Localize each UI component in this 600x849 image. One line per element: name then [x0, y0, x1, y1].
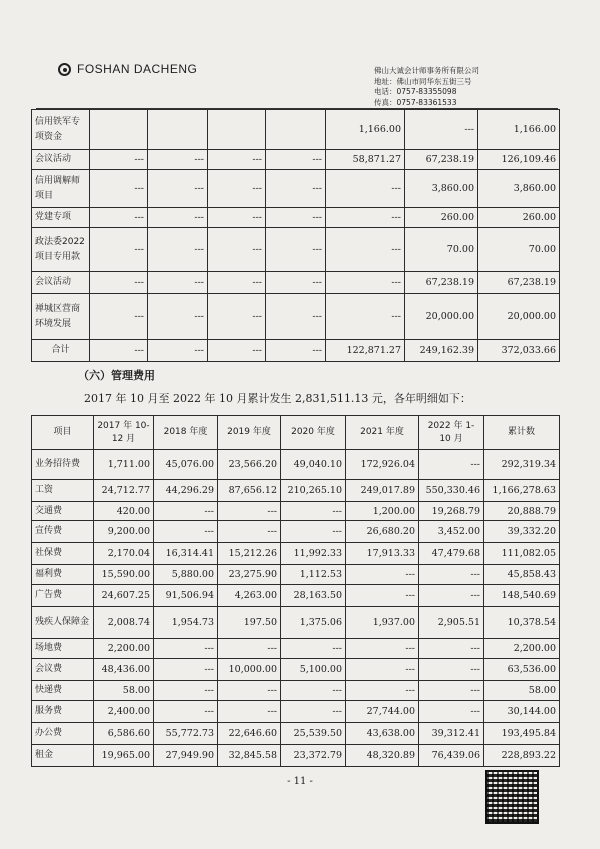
- cell: ---: [346, 565, 419, 585]
- cell: 148,540.69: [484, 585, 560, 607]
- cell: ---: [326, 294, 405, 340]
- cell: 260.00: [405, 208, 478, 228]
- cell: ---: [208, 150, 266, 170]
- cell: 111,082.05: [484, 543, 560, 565]
- row-label: 残疾人保障金: [32, 607, 94, 639]
- row-label: 交通费: [32, 502, 94, 521]
- column-header: 2021 年度: [346, 416, 419, 450]
- row-label: 宣传费: [32, 521, 94, 543]
- cell: 30,144.00: [484, 701, 560, 723]
- section-intro: 2017 年 10 月至 2022 年 10 月累计发生 2,831,511.13 元，各年明细如下：: [84, 392, 471, 405]
- cell: 249,017.89: [346, 480, 419, 502]
- cell: 193,495.84: [484, 723, 560, 745]
- cell: ---: [154, 639, 218, 659]
- cell: ---: [90, 208, 148, 228]
- column-header: 累计数: [484, 416, 560, 450]
- cell: ---: [281, 521, 346, 543]
- cell: ---: [154, 701, 218, 723]
- cell: 1,112.53: [281, 565, 346, 585]
- cell: ---: [148, 228, 208, 272]
- cell: ---: [208, 208, 266, 228]
- logo-text: FOSHAN DACHENG: [77, 62, 198, 76]
- cell: 55,772.73: [154, 723, 218, 745]
- cell: [266, 110, 326, 150]
- cell: 22,646.60: [218, 723, 281, 745]
- cell: ---: [218, 701, 281, 723]
- table-row: [32, 150, 560, 170]
- table-row: [32, 110, 560, 150]
- cell: 70.00: [405, 228, 478, 272]
- cell: ---: [218, 521, 281, 543]
- table-row: [32, 659, 560, 681]
- cell: ---: [419, 585, 484, 607]
- cell: ---: [266, 150, 326, 170]
- cell: ---: [154, 659, 218, 681]
- cell: ---: [266, 170, 326, 208]
- column-header: 2020 年度: [281, 416, 346, 450]
- cell: ---: [419, 450, 484, 480]
- cell: ---: [148, 294, 208, 340]
- cell: ---: [281, 681, 346, 701]
- cell: 1,937.00: [346, 607, 419, 639]
- firm-name: 佛山大诚会计师事务所有限公司: [374, 66, 479, 75]
- row-label: 会议活动: [32, 150, 90, 170]
- table-row: [32, 502, 560, 521]
- cell: 2,170.04: [94, 543, 154, 565]
- cell: 58.00: [94, 681, 154, 701]
- cell: 4,263.00: [218, 585, 281, 607]
- cell: 372,033.66: [478, 340, 560, 362]
- cell: 11,992.33: [281, 543, 346, 565]
- cell: 172,926.04: [346, 450, 419, 480]
- table-row: [32, 450, 560, 480]
- table-row: [32, 272, 560, 294]
- cell: ---: [419, 565, 484, 585]
- cell: 550,330.46: [419, 480, 484, 502]
- cell: 420.00: [94, 502, 154, 521]
- cell: 23,372.79: [281, 745, 346, 767]
- cell: 6,586.60: [94, 723, 154, 745]
- cell: 39,332.20: [484, 521, 560, 543]
- firm-phone: 电话：0757-83355098: [374, 87, 457, 96]
- cell: 1,166,278.63: [484, 480, 560, 502]
- row-label: 会议费: [32, 659, 94, 681]
- special-funds-table: [31, 109, 560, 362]
- management-expense-table: [31, 415, 560, 767]
- table-row: [32, 208, 560, 228]
- cell: 1,200.00: [346, 502, 419, 521]
- cell: 76,439.06: [419, 745, 484, 767]
- cell: ---: [266, 228, 326, 272]
- cell: ---: [90, 340, 148, 362]
- cell: 48,320.89: [346, 745, 419, 767]
- table-row: [32, 681, 560, 701]
- row-label: 信用铁军专项资金: [32, 110, 90, 150]
- cell: ---: [148, 272, 208, 294]
- cell: 1,954.73: [154, 607, 218, 639]
- table-row: [32, 521, 560, 543]
- cell: 23,275.90: [218, 565, 281, 585]
- firm-address: 地址：佛山市同华东五街三号: [374, 76, 472, 86]
- cell: 126,109.46: [478, 150, 560, 170]
- column-header: 2019 年度: [218, 416, 281, 450]
- cell: ---: [208, 294, 266, 340]
- page-number: - 11 -: [287, 776, 313, 787]
- cell: ---: [154, 502, 218, 521]
- cell: ---: [148, 340, 208, 362]
- table-row: [32, 228, 560, 272]
- cell: 1,166.00: [478, 110, 560, 150]
- row-label: 党建专项: [32, 208, 90, 228]
- cell: 19,268.79: [419, 502, 484, 521]
- cell: 210,265.10: [281, 480, 346, 502]
- cell: ---: [326, 228, 405, 272]
- cell: 23,566.20: [218, 450, 281, 480]
- cell: 58,871.27: [326, 150, 405, 170]
- cell: 24,712.77: [94, 480, 154, 502]
- column-header: 项目: [32, 416, 94, 450]
- cell: ---: [208, 170, 266, 208]
- cell: ---: [90, 294, 148, 340]
- cell: ---: [266, 340, 326, 362]
- cell: 17,913.33: [346, 543, 419, 565]
- cell: ---: [266, 208, 326, 228]
- row-label: 福利费: [32, 565, 94, 585]
- cell: 25,539.50: [281, 723, 346, 745]
- cell: 19,965.00: [94, 745, 154, 767]
- cell: ---: [266, 272, 326, 294]
- qr-code-icon: [485, 770, 539, 824]
- row-label: 信用调解师项目: [32, 170, 90, 208]
- cell: 45,858.43: [484, 565, 560, 585]
- cell: 2,905.51: [419, 607, 484, 639]
- cell: 39,312.41: [419, 723, 484, 745]
- row-label: 合计: [32, 340, 90, 362]
- table-row: [32, 294, 560, 340]
- column-header: 2017 年 10-12 月: [94, 416, 154, 450]
- table-row: [32, 543, 560, 565]
- cell: 1,711.00: [94, 450, 154, 480]
- cell: ---: [148, 150, 208, 170]
- cell: 197.50: [218, 607, 281, 639]
- cell: ---: [148, 208, 208, 228]
- cell: 228,893.22: [484, 745, 560, 767]
- cell: 43,638.00: [346, 723, 419, 745]
- cell: ---: [346, 681, 419, 701]
- cell: 58.00: [484, 681, 560, 701]
- cell: ---: [148, 170, 208, 208]
- row-label: 快递费: [32, 681, 94, 701]
- cell: 47,479.68: [419, 543, 484, 565]
- cell: 67,238.19: [478, 272, 560, 294]
- cell: 16,314.41: [154, 543, 218, 565]
- cell: 20,000.00: [478, 294, 560, 340]
- cell: ---: [326, 170, 405, 208]
- table-row: [32, 745, 560, 767]
- table-row: [32, 340, 560, 362]
- column-header: 2018 年度: [154, 416, 218, 450]
- cell: 28,163.50: [281, 585, 346, 607]
- cell: ---: [154, 521, 218, 543]
- row-label: 社保费: [32, 543, 94, 565]
- cell: ---: [266, 294, 326, 340]
- cell: ---: [346, 639, 419, 659]
- cell: ---: [346, 659, 419, 681]
- cell: ---: [208, 228, 266, 272]
- cell: ---: [326, 272, 405, 294]
- cell: 70.00: [478, 228, 560, 272]
- cell: ---: [218, 639, 281, 659]
- cell: ---: [90, 170, 148, 208]
- row-label: 场地费: [32, 639, 94, 659]
- cell: 1,375.06: [281, 607, 346, 639]
- row-label: 禅城区营商环境发展: [32, 294, 90, 340]
- firm-logo: [58, 62, 197, 76]
- cell: ---: [419, 639, 484, 659]
- cell: ---: [281, 639, 346, 659]
- cell: 9,200.00: [94, 521, 154, 543]
- row-label: 业务招待费: [32, 450, 94, 480]
- cell: ---: [346, 585, 419, 607]
- cell: 15,590.00: [94, 565, 154, 585]
- section-title: （六）管理费用: [78, 369, 155, 382]
- table-row: [32, 639, 560, 659]
- table-row: [32, 170, 560, 208]
- cell: ---: [90, 150, 148, 170]
- row-label: 政法委2022项目专用款: [32, 228, 90, 272]
- cell: ---: [326, 208, 405, 228]
- cell: 15,212.26: [218, 543, 281, 565]
- row-label: 服务费: [32, 701, 94, 723]
- cell: ---: [419, 659, 484, 681]
- row-label: 广告费: [32, 585, 94, 607]
- cell: ---: [90, 228, 148, 272]
- cell: ---: [154, 681, 218, 701]
- cell: ---: [218, 681, 281, 701]
- cell: 2,200.00: [94, 639, 154, 659]
- cell: 48,436.00: [94, 659, 154, 681]
- cell: 249,162.39: [405, 340, 478, 362]
- cell: 63,536.00: [484, 659, 560, 681]
- cell: [148, 110, 208, 150]
- table-row: [32, 723, 560, 745]
- firm-fax: 传真：0757-83361533: [374, 97, 457, 107]
- cell: [90, 110, 148, 150]
- cell: ---: [419, 681, 484, 701]
- cell: 27,744.00: [346, 701, 419, 723]
- cell: 260.00: [478, 208, 560, 228]
- cell: 3,860.00: [478, 170, 560, 208]
- row-label: 工资: [32, 480, 94, 502]
- cell: ---: [281, 701, 346, 723]
- cell: ---: [218, 502, 281, 521]
- cell: 67,238.19: [405, 150, 478, 170]
- cell: 292,319.34: [484, 450, 560, 480]
- cell: 24,607.25: [94, 585, 154, 607]
- cell: 2,200.00: [484, 639, 560, 659]
- cell: 1,166.00: [326, 110, 405, 150]
- cell: 10,000.00: [218, 659, 281, 681]
- cell: ---: [90, 272, 148, 294]
- cell: ---: [405, 110, 478, 150]
- cell: 20,888.79: [484, 502, 560, 521]
- cell: 10,378.54: [484, 607, 560, 639]
- cell: 3,860.00: [405, 170, 478, 208]
- table-header-row: [32, 416, 560, 450]
- row-label: 会议活动: [32, 272, 90, 294]
- cell: 91,506.94: [154, 585, 218, 607]
- cell: ---: [419, 701, 484, 723]
- cell: ---: [281, 502, 346, 521]
- cell: 45,076.00: [154, 450, 218, 480]
- table-row: [32, 480, 560, 502]
- cell: 122,871.27: [326, 340, 405, 362]
- cell: 67,238.19: [405, 272, 478, 294]
- table-row: [32, 585, 560, 607]
- logo-icon: [58, 63, 71, 76]
- table-row: [32, 701, 560, 723]
- cell: 3,452.00: [419, 521, 484, 543]
- firm-info: [374, 66, 479, 108]
- row-label: 办公费: [32, 723, 94, 745]
- cell: ---: [208, 340, 266, 362]
- cell: 26,680.20: [346, 521, 419, 543]
- cell: 20,000.00: [405, 294, 478, 340]
- row-label: 租金: [32, 745, 94, 767]
- cell: 5,100.00: [281, 659, 346, 681]
- cell: 87,656.12: [218, 480, 281, 502]
- column-header: 2022 年 1-10 月: [419, 416, 484, 450]
- table-row: [32, 565, 560, 585]
- cell: 5,880.00: [154, 565, 218, 585]
- cell: [208, 110, 266, 150]
- cell: 2,008.74: [94, 607, 154, 639]
- cell: 32,845.58: [218, 745, 281, 767]
- table-row: [32, 607, 560, 639]
- cell: 49,040.10: [281, 450, 346, 480]
- cell: 2,400.00: [94, 701, 154, 723]
- cell: 27,949.90: [154, 745, 218, 767]
- cell: 44,296.29: [154, 480, 218, 502]
- cell: ---: [208, 272, 266, 294]
